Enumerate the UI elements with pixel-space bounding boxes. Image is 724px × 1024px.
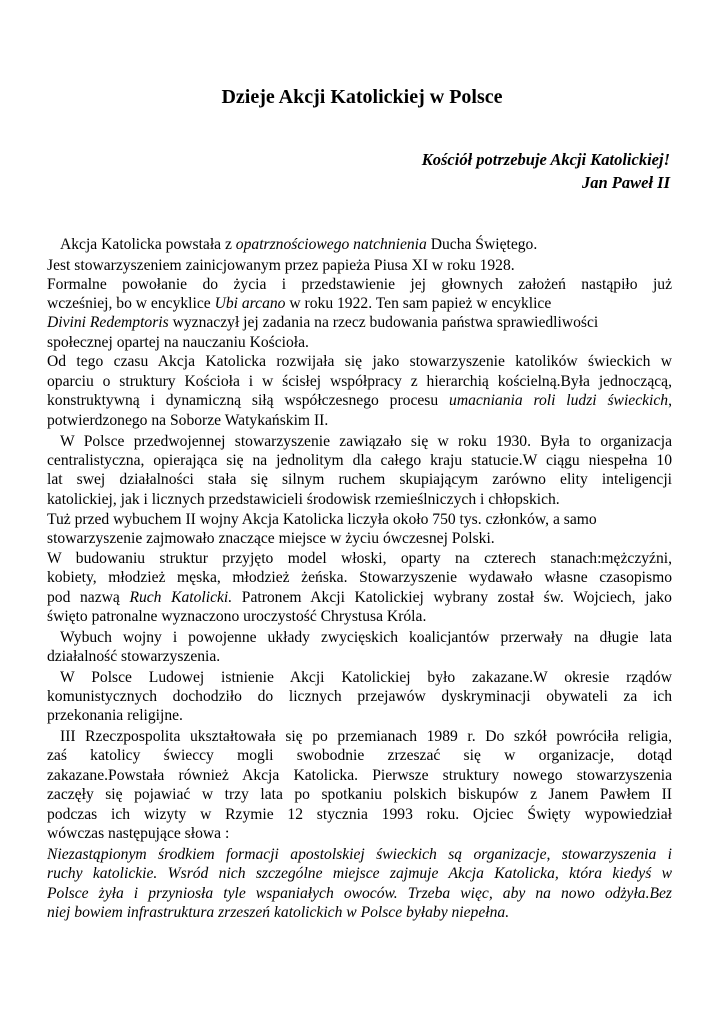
text-line (60, 668, 672, 687)
text-line (47, 824, 672, 843)
text-line (47, 294, 672, 313)
text-segment: konstruktywną i dynamiczną siłą współczesnego procesu (47, 392, 450, 409)
text-line (47, 647, 672, 666)
text-segment: Tuż przed wybuchem II wojny Akcja Katolicka liczyła około 750 tys. członków, a samo (47, 511, 597, 528)
text-line (47, 333, 672, 352)
text-segment: Patronem Akcji Katolickiej wybrany został św. Wojciech, jako (232, 589, 672, 606)
text-line (47, 903, 672, 922)
italic-text: ruchy katolickie. Wsród nich szczególne miejsce zajmuje Akcja Katolicka, która kiedyś w (47, 865, 672, 882)
text-line (47, 766, 672, 785)
text-segment: komunistycznych dochodziło do licznych przejawów dyskryminacji obywateli za ich (47, 688, 672, 705)
text-segment: Ducha Świętego. (426, 236, 538, 253)
italic-text: Niezastąpionym środkiem formacji apostolskiej świeckich są organizacje, stowarzyszenia i (47, 846, 672, 863)
text-line (47, 372, 672, 391)
text-segment: przekonania religijne. (47, 707, 183, 724)
text-segment: oparciu o struktury Kościoła i w ścisłej współpracy z hierarchią kościelną.Była jednoczącą, (47, 373, 672, 390)
page-title: Dzieje Akcji Katolickiej w Polsce (221, 86, 503, 108)
italic-text: opatrznościowego natchnienia (235, 236, 427, 253)
italic-text: Ruch Katolicki. (129, 589, 233, 606)
text-line (47, 411, 672, 430)
text-segment: zaczęły się pojawiać w trzy lata po spotkaniu polskich biskupów z Janem Pawłem II (47, 786, 672, 803)
italic-text: umacniania roli ludzi świeckich (449, 392, 669, 409)
text-line (47, 490, 672, 509)
text-line (60, 432, 672, 451)
text-line (47, 529, 672, 548)
text-line (47, 470, 672, 489)
text-line (47, 746, 672, 765)
text-line (47, 884, 672, 903)
text-line (60, 235, 672, 254)
text-line (47, 391, 672, 410)
text-line (47, 275, 672, 294)
text-segment: , (668, 392, 672, 409)
text-line (47, 451, 672, 470)
italic-text: Polsce żyła i przyniosła tyle wspaniałych owoców. Trzeba więc, aby na nowo odżyła.Bez (47, 885, 672, 902)
text-segment: działalność stowarzyszenia. (47, 648, 221, 665)
italic-text: niej bowiem infrastruktura zrzeszeń katolickich w Polsce byłaby niepełna. (47, 904, 510, 921)
text-segment: zakazane.Powstała również Akcja Katolicka. Pierwsze struktury nowego stowarzyszenia (47, 767, 672, 784)
text-line (47, 568, 672, 587)
text-segment: W budowaniu struktur przyjęto model włoski, oparty na czterech stanach:mężczyźni, (47, 550, 672, 567)
text-segment: podczas ich wizyty w Rzymie 12 stycznia 1993 roku. Ojciec Święty wypowiedział (47, 806, 672, 823)
text-line (60, 628, 672, 647)
text-segment: centralistyczna, opierająca się na jednolitym dla całego kraju statucie.W ciągu niespełna 10 (47, 452, 672, 469)
text-line (47, 845, 672, 864)
text-line (47, 313, 672, 332)
text-line (47, 706, 672, 725)
motto-quote: Kościół potrzebuje Akcji Katolickiej! (421, 150, 670, 169)
text-segment: Wybuch wojny i powojenne układy zwycięskich koalicjantów przerwały na długie lata (60, 629, 672, 646)
text-line (60, 727, 672, 746)
text-line (47, 785, 672, 804)
text-line (47, 588, 672, 607)
text-line (47, 352, 672, 371)
text-segment: lat swej działalności stała się silnym ruchem skupiającym zarówno elity inteligencji (47, 471, 672, 488)
text-segment: potwierdzonego na Soborze Watykańskim II. (47, 412, 329, 429)
text-segment: pod nazwą (47, 589, 130, 606)
text-segment: W Polsce Ludowej istnienie Akcji Katolickiej było zakazane.W okresie rządów (60, 669, 672, 686)
text-segment: Akcja Katolicka powstała z (60, 236, 236, 253)
text-segment: III Rzeczpospolita ukształtowała się po przemianach 1989 r. Do szkół powróciła religia, (60, 728, 672, 745)
italic-text: Divini Redemptoris (47, 314, 169, 331)
text-line (47, 549, 672, 568)
text-segment: Formalne powołanie do życia i przedstawienie jej głownych założeń nastąpiło już (47, 276, 672, 293)
text-segment: w roku 1922. Ten sam papież w encyklice (285, 295, 552, 312)
text-segment: wówczas następujące słowa : (47, 825, 230, 842)
text-line (47, 607, 672, 626)
text-line (47, 687, 672, 706)
text-segment: Jest stowarzyszeniem zainicjowanym przez papieża Piusa XI w roku 1928. (47, 257, 515, 274)
text-segment: wyznaczył jej zadania na rzecz budowania państwa sprawiedliwości (168, 314, 599, 331)
text-segment: W Polsce przedwojennej stowarzyszenie zawiązało się w roku 1930. Była to organizacja (60, 433, 672, 450)
text-line (47, 510, 672, 529)
text-segment: katolickiej, jak i licznych przedstawicieli środowisk rzemieślniczych i chłopskich. (47, 491, 560, 508)
text-segment: święto patronalne wyznaczono uroczystość Chrystusa Króla. (47, 608, 427, 625)
text-segment: Od tego czasu Akcja Katolicka rozwijała się jako stowarzyszenie katolików świeckich w (47, 353, 672, 370)
text-line (47, 256, 672, 275)
motto-author: Jan Paweł II (581, 173, 670, 192)
text-segment: społecznej opartej na nauczaniu Kościoła. (47, 334, 309, 351)
italic-text: Ubi arcano (214, 295, 286, 312)
text-line (47, 864, 672, 883)
text-segment: kobiety, młodzież męska, młodzież żeńska. Stowarzyszenie wydawało własne czasopismo (47, 569, 672, 586)
text-line (47, 805, 672, 824)
text-segment: wcześniej, bo w encyklice (47, 295, 215, 312)
text-segment: stowarzyszenie zajmowało znaczące miejsce w życiu ówczesnej Polski. (47, 530, 495, 547)
text-segment: zaś katolicy świeccy mogli swobodnie zrzeszać się w organizacje, dotąd (47, 747, 672, 764)
